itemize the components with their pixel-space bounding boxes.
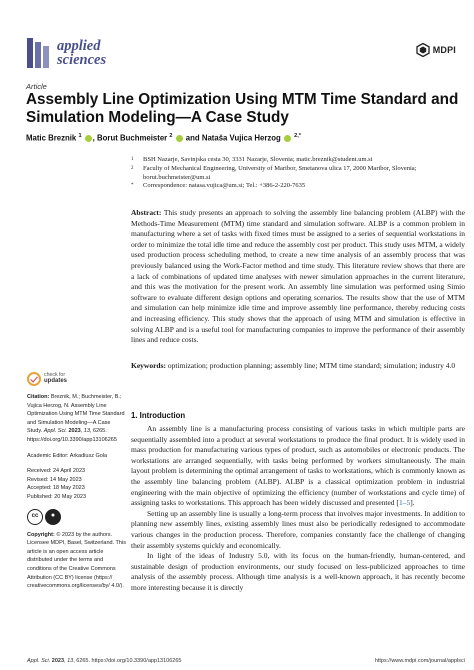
footer-doi[interactable]: , 6265. https://doi.org/10.3390/app13106265 xyxy=(73,658,182,664)
attribution-icon: ● xyxy=(45,509,61,525)
mdpi-logo: MDPI xyxy=(416,43,456,57)
introduction-body xyxy=(131,424,465,594)
abstract-label: Abstract: xyxy=(131,208,162,217)
orcid-icon[interactable] xyxy=(85,135,92,142)
reference-link[interactable]: 1–5 xyxy=(398,498,411,508)
applied-sciences-logo-icon xyxy=(26,36,52,70)
citation: Citation: Breznik, M.; Buchmeister, B.; Vujica Herzog, N. Assembly Line Optimization Using MTM Time Standard and Simulation Modeling—A Case Study. Appl. Sci. 2023, 13, 6265. https://doi.org/10.3390/app13106265 xyxy=(27,394,125,443)
affiliation-item: 2 Faculty of Mechanical Engineering, University of Maribor, Smetanova ulica 17, 2000 Maribor, Slovenia; borut.buchmeister@um.si xyxy=(131,164,417,181)
affiliations xyxy=(131,156,461,191)
abstract-text: This study presents an approach to solving the assembly line balancing problem (ALBP) with the Methods-Time Measurement (MTM) time standard and simulation software. ALBP is a common problem in manufacturing where a set of tasks with fixed times must be assigned to a series of sequential workstations in order to minimize the total idle time and reduce the assembly cost per product. This study uses MTM, a widely used production process scheduling method, to create a new time analysis of an assembly process that was previously balanced using the Work-Factor method and time study. This literature review shows that there are a lack of combinations of updated time analyses with newer simulation approaches in the current literature, and this was the motivation for the present work. An assembly line simulation was performed using Simio software to evaluate different design options and operating scenarios. The results show that the use of MTM and simulation can help minimize idle time and improve assembly line performance, thereby reducing costs and increasing efficiency. This study shows that the approach of using MTM and simulation is effective in solving ALBP and is a useful tool for manufacturing companies to improve the performance of their assembly lines and reduce costs. xyxy=(131,208,465,345)
affiliation-item: 1 BSH Nazarje, Savinjska cesta 30, 3331 Nazarje, Slovenia; matic.breznik@student.um.si xyxy=(131,156,373,163)
article-info-sidebar xyxy=(27,393,127,598)
orcid-icon[interactable] xyxy=(176,135,183,142)
academic-editor: Academic Editor: Arkadiusz Gola xyxy=(27,452,108,459)
journal-logo-block xyxy=(26,36,106,70)
copyright: Copyright: © 2023 by the authors. Licensee MDPI, Basel, Switzerland. This article is an open access article distributed under the terms and conditions of the Creative Commons Attribution (CC BY) license (https:// creativecommons.org/licenses/by/ 4.0/). xyxy=(27,531,126,590)
author-name[interactable]: Nataša Vujica Herzog xyxy=(201,133,281,143)
paragraph: An assembly line is a manufacturing process consisting of various tasks in which multiple parts are sequentially assembled into a product at several workstations to produce the final product. It is widely used in mass production for manufacturing various types of product, such as automobiles or electronic products. The workstations are arranged sequentially, with tasks being performed by workers simultaneously. The main layout problem is determining the optimal arrangement of tasks to workstations, which is commonly known as the assembly line balancing problem (ALBP). ALBP is a classical optimization problem in industrial engineering with the main objective of optimizing the efficiency (number of workstations and cycle time) of assigning tasks to workstations. This approach has been widely discussed and presented [1–5]. xyxy=(131,424,465,508)
author-list: Matic Breznik $^1$ , Borut Buchmeister $^2$ and Nataša Vujica Herzog $^{2,*}$ xyxy=(26,133,301,143)
keywords-text: optimization; production planning; assembly line; MTM time standard; simulation; industry 4.0 xyxy=(167,361,456,370)
check-for-updates-button[interactable]: check for updates xyxy=(27,372,67,386)
keywords-label: Keywords: xyxy=(131,361,166,370)
keywords xyxy=(131,361,465,372)
footer-citation: Appl. Sci. 2023, 13, 6265. https://doi.org/10.3390/app13106265 xyxy=(27,658,182,664)
page-footer xyxy=(27,658,465,664)
article-title: Assembly Line Optimization Using MTM Time Standard and Simulation Modeling—A Case Study xyxy=(26,91,459,126)
author-name[interactable]: Borut Buchmeister xyxy=(97,133,168,143)
section-heading: 1. Introduction xyxy=(131,411,186,420)
check-updates-icon xyxy=(27,372,41,386)
article-type: Article xyxy=(26,82,47,91)
cc-by-license-badge[interactable] xyxy=(27,509,127,525)
article-dates: Received: 24 April 2023 Revised: 14 May 2023 Accepted: 18 May 2023 Published: 20 May 2023 xyxy=(27,468,87,500)
author-name[interactable]: Matic Breznik xyxy=(26,133,77,143)
paragraph: In light of the ideas of Industry 5.0, with its focus on the human-friendly, human-centered, and sustainable design of production environments, our study focused on less-publicized approaches to time analysis of the assembly process. Although time analysis is a well-known approach, it has recently become more interesting because it is directly xyxy=(131,551,465,592)
mdpi-hexagon-icon xyxy=(416,43,430,57)
correspondence: * Correspondence: natasa.vujica@um.si; Tel.: +386-2-220-7635 xyxy=(131,182,306,190)
citation-doi[interactable]: , 6265. https://doi.org/10.3390/app13106265 xyxy=(27,428,117,443)
orcid-icon[interactable] xyxy=(284,135,291,142)
cc-icon: cc xyxy=(27,509,43,525)
abstract xyxy=(131,208,465,346)
journal-url[interactable]: https://www.mdpi.com/journal/applsci xyxy=(374,658,465,664)
paragraph: Setting up an assembly line is usually a long-term process that involves major investments. In addition to planning new assembly lines, existing assembly lines must also be periodically redesigned to accommodate various changes in the production process. Therefore, companies constantly face the challenge of changing their assembly systems quickly and economically. xyxy=(131,508,465,550)
journal-name: applied sciences xyxy=(57,38,107,68)
